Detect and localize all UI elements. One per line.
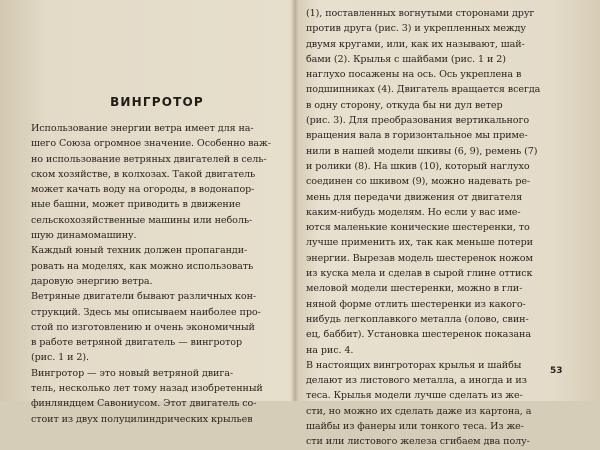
text-line: Ветряные двигатели бывают различных кон- xyxy=(31,291,257,303)
text-line: наглухо посажены на ось. Ось укреплена в xyxy=(306,69,522,81)
text-line: в работе ветряной двигатель — вингротор xyxy=(31,337,242,349)
text-line: каким-нибудь моделям. Но если у вас име- xyxy=(306,206,521,218)
text-line: ец, баббит). Установка шестеренок показана xyxy=(306,329,531,341)
text-line: против друга (рис. 3) и укрепленных между xyxy=(306,23,526,35)
text-line: нили в нашей модели шкивы (6, 9), ремень (7) xyxy=(306,145,538,157)
text-line: меловой модели шестеренки, можно в гли- xyxy=(306,283,523,295)
text-line: ные башни, может приводить в движение xyxy=(31,199,241,211)
article-title: ВИНГРОТОР xyxy=(110,95,204,109)
text-line: ском хозяйстве, в колхозах. Такой двигатель xyxy=(31,168,256,180)
text-line: финляндцем Савониусом. Этот двигатель со- xyxy=(31,398,257,410)
text-line: ются маленькие конические шестеренки, то xyxy=(306,222,530,234)
text-line: энергии. Вырезав модель шестеренок ножом xyxy=(306,252,533,264)
text-line: вращения вала в горизонтальное мы приме- xyxy=(306,130,528,142)
text-line: на рис. 4. xyxy=(306,344,354,356)
text-line: стоит из двух полуцилиндрических крыльев xyxy=(31,413,253,425)
text-line: двумя кругами, или, как их называют, шай- xyxy=(306,38,525,50)
text-line: В настоящих вингроторах крылья и шайбы xyxy=(306,359,522,371)
text-line: подшипниках (4). Двигатель вращается всегда xyxy=(306,84,541,96)
text-line: (1), поставленных вогнутыми сторонами друг xyxy=(306,8,535,19)
text-line: даровую энергию ветра. xyxy=(31,275,153,287)
page-gutter xyxy=(291,0,299,401)
text-line: мень для передачи движения от двигателя xyxy=(306,191,523,203)
text-line: в одну сторону, откуда бы ни дул ветер xyxy=(306,99,503,111)
text-line: бами (2). Крылья с шайбами (рис. 1 и 2) xyxy=(306,53,506,65)
text-line: Использование энергии ветра имеет для на- xyxy=(31,123,254,134)
text-line: стой по изготовлению и очень экономичный xyxy=(31,321,255,333)
text-line: (рис. 3). Для преобразования вертикального xyxy=(306,115,530,127)
text-line: струкций. Здесь мы описываем наиболее про- xyxy=(31,306,261,318)
text-line: лучше применить их, так как меньше потери xyxy=(306,237,533,249)
text-line: Вингротор — это новый ветряной двига- xyxy=(31,367,234,379)
right-column-text xyxy=(306,6,560,450)
text-line: сельскохозяйственные машины или неболь- xyxy=(31,214,253,226)
text-line: шайбы из фанеры или тонкого теса. Из же- xyxy=(306,421,524,433)
text-line: няной форме отлить шестеренки из какого- xyxy=(306,298,526,310)
text-line: из куска мела и сделав в сырой глине оттиск xyxy=(306,268,533,280)
text-line: шую динамомашину. xyxy=(31,230,137,242)
text-line: сти, но можно их сделать даже из картона, а xyxy=(306,405,532,417)
text-line: и ролики (8). На шкив (10), который наглухо xyxy=(306,160,530,172)
left-column-text xyxy=(31,121,283,427)
text-line: тель, несколько лет тому назад изобретенный xyxy=(31,383,263,395)
text-line: нибудь легкоплавкого металла (олово, свин- xyxy=(306,313,529,325)
text-line: но использование ветряных двигателей в сель- xyxy=(31,153,267,165)
text-line: ровать на моделях, как можно использовать xyxy=(31,260,254,272)
text-line: соединен со шкивом (9), можно надевать ре- xyxy=(306,176,531,188)
text-line: сти или листового железа сгибаем два полу- xyxy=(306,436,530,448)
text-line: делают из листового металла, а иногда и из xyxy=(306,375,527,387)
text-line: (рис. 1 и 2). xyxy=(31,352,89,364)
page-number: 53 xyxy=(550,366,563,376)
text-line: шего Союза огромное значение. Особенно важ- xyxy=(31,138,271,150)
text-line: может качать воду на огороды, в водонапор- xyxy=(31,184,255,196)
text-line: Каждый юный техник должен пропаганди- xyxy=(31,245,248,257)
text-line: теса. Крылья модели лучше сделать из же- xyxy=(306,390,523,402)
